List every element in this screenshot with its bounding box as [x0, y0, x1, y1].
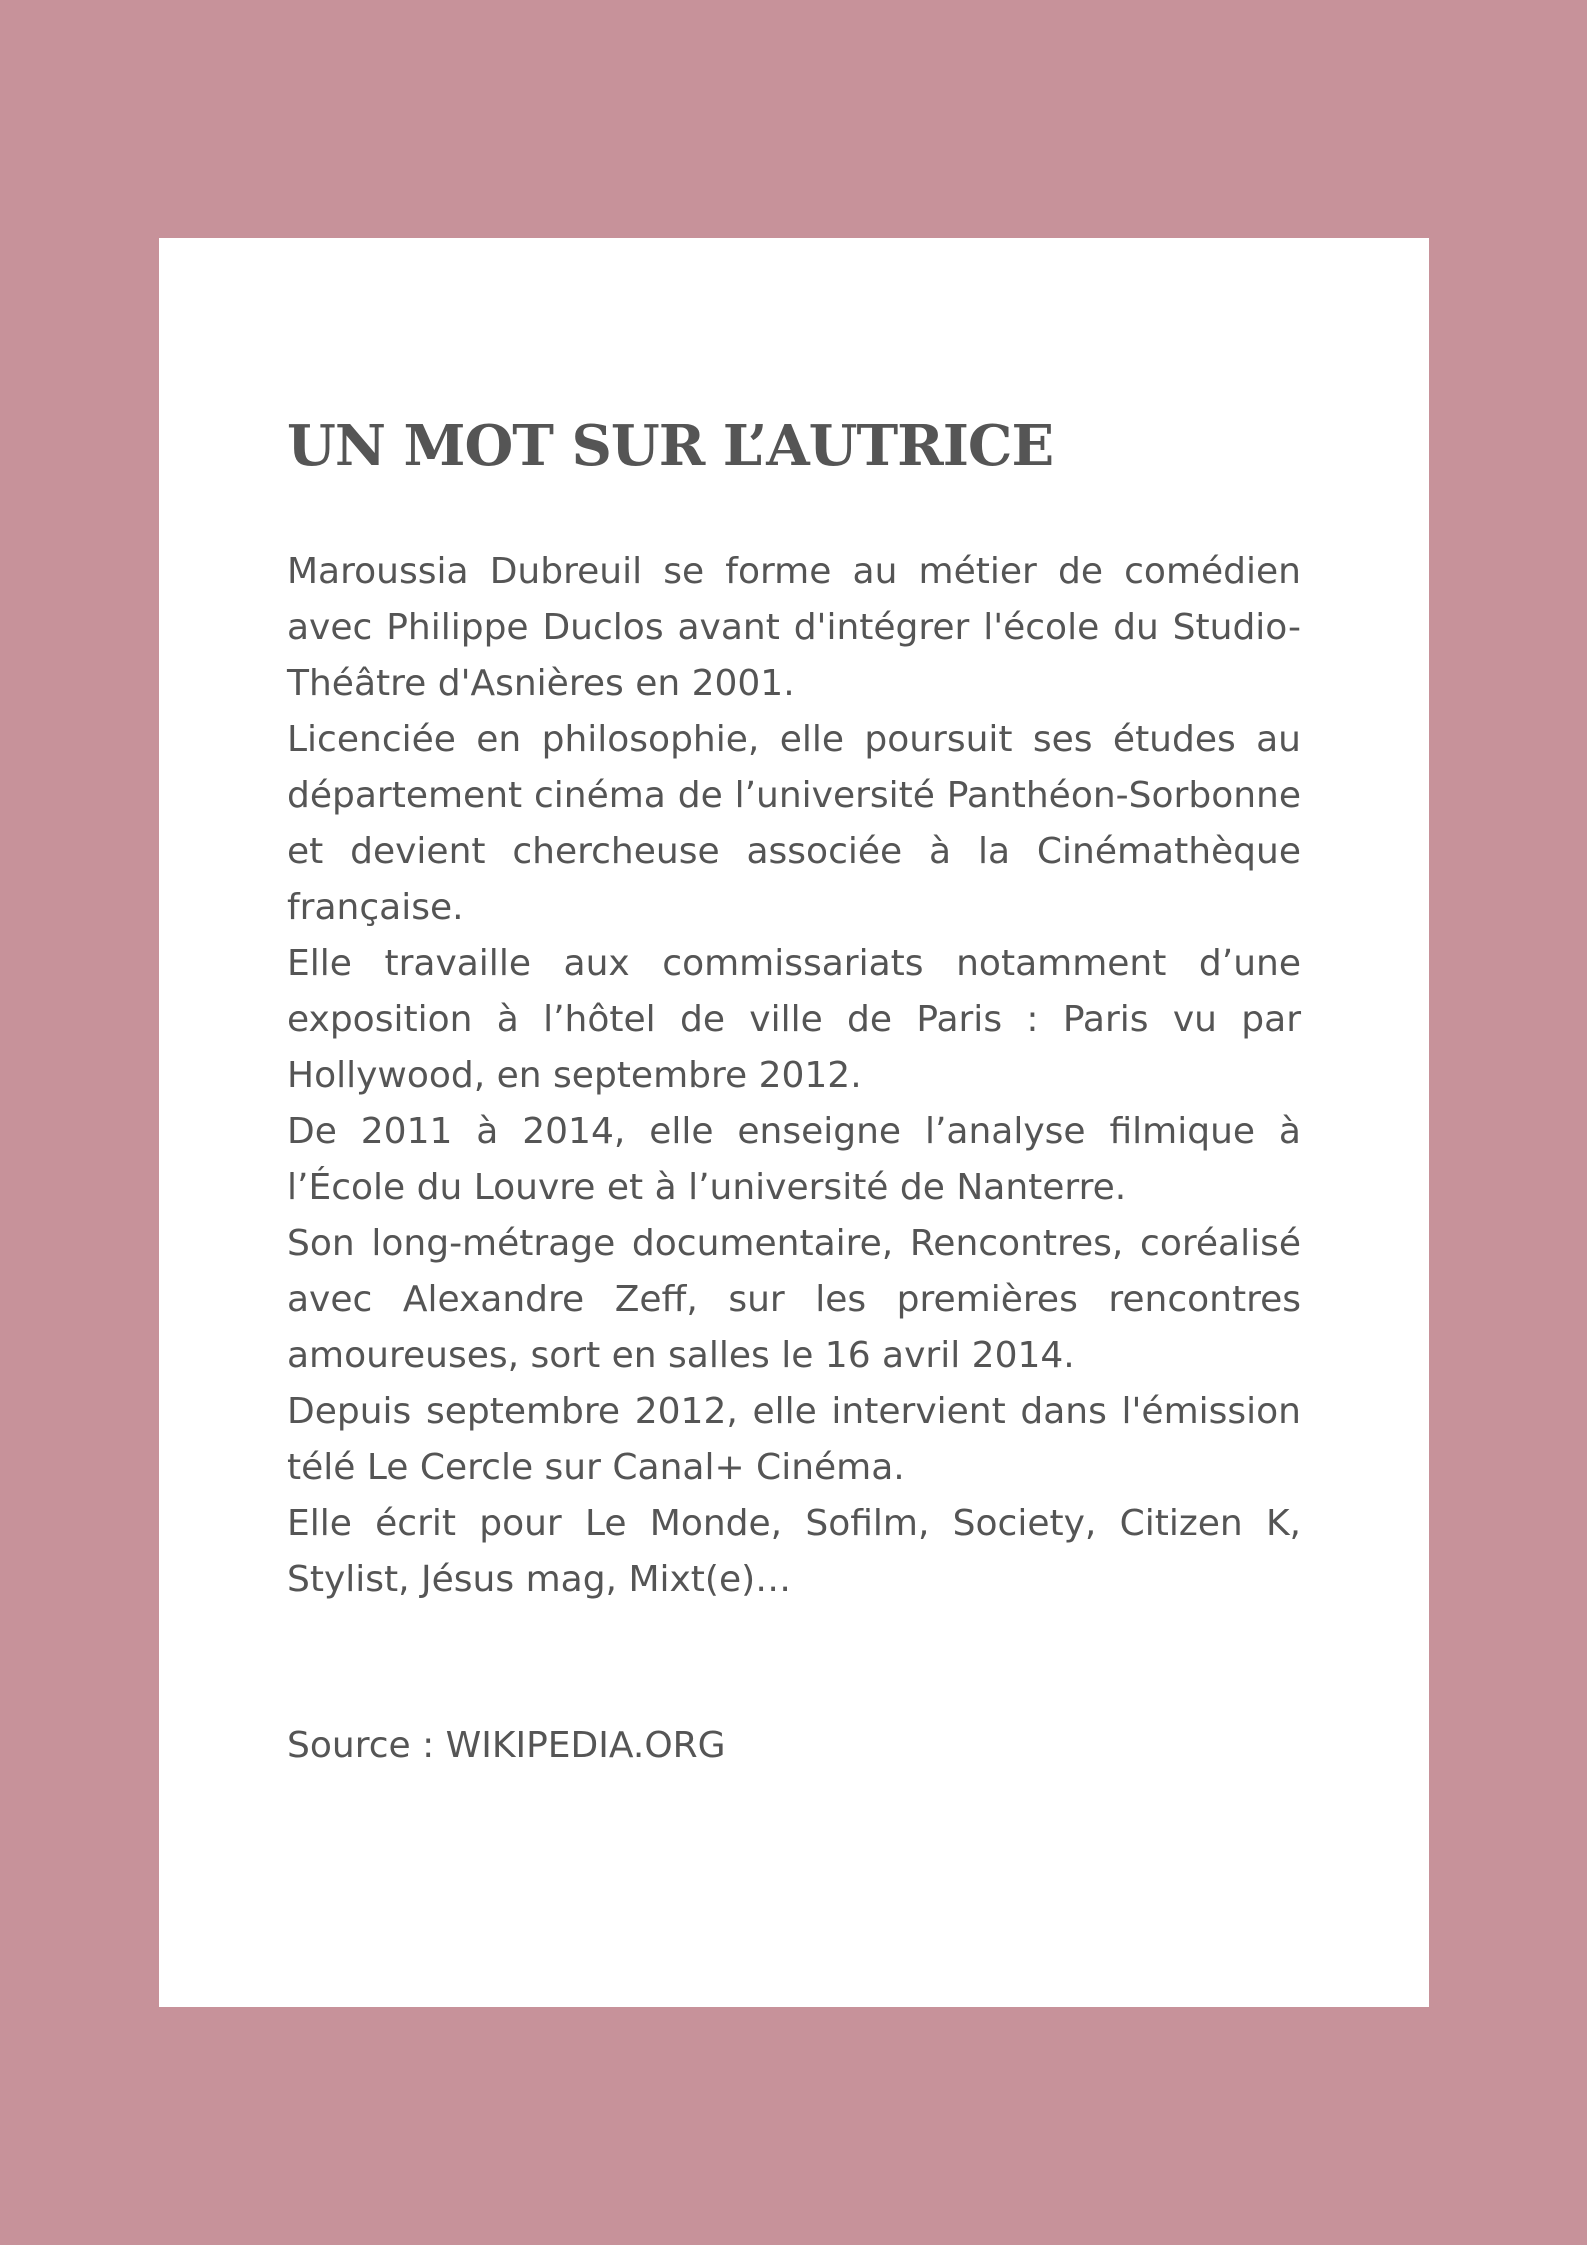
- source-credit: Source : WIKIPEDIA.ORG: [287, 1725, 726, 1766]
- bio-paragraph-television: Depuis septembre 2012, elle intervient dans l'émission télé Le Cercle sur Canal+ Cinéma.: [287, 1391, 1301, 1488]
- bio-paragraph-exhibition: Elle travaille aux commissariats notamment d’une exposition à l’hôtel de ville de Paris : Paris vu par Hollywood, en septembre 2012.: [287, 943, 1301, 1096]
- bio-paragraph-education: Licenciée en philosophie, elle poursuit ses études au département cinéma de l’université Panthéon-Sorbonne et devient chercheuse associée à la Cinémathèque française.: [287, 719, 1301, 928]
- bio-paragraph-writing: Elle écrit pour Le Monde, Sofilm, Society, Citizen K, Stylist, Jésus mag, Mixt(e)…: [287, 1503, 1301, 1600]
- page-title: UN MOT SUR L’AUTRICE: [287, 413, 1054, 479]
- content-card: [159, 238, 1429, 2007]
- biography-text: [287, 544, 1301, 1608]
- bio-paragraph-teaching: De 2011 à 2014, elle enseigne l’analyse filmique à l’École du Louvre et à l’université de Nanterre.: [287, 1111, 1301, 1208]
- bio-paragraph-documentary: Son long-métrage documentaire, Rencontres, coréalisé avec Alexandre Zeff, sur les premières rencontres amoureuses, sort en salles le 16 avril 2014.: [287, 1223, 1301, 1376]
- content-area: [287, 410, 1301, 1774]
- bio-paragraph-training: Maroussia Dubreuil se forme au métier de comédien avec Philippe Duclos avant d'intégrer l'école du Studio-Théâtre d'Asnières en 2001.: [287, 551, 1301, 704]
